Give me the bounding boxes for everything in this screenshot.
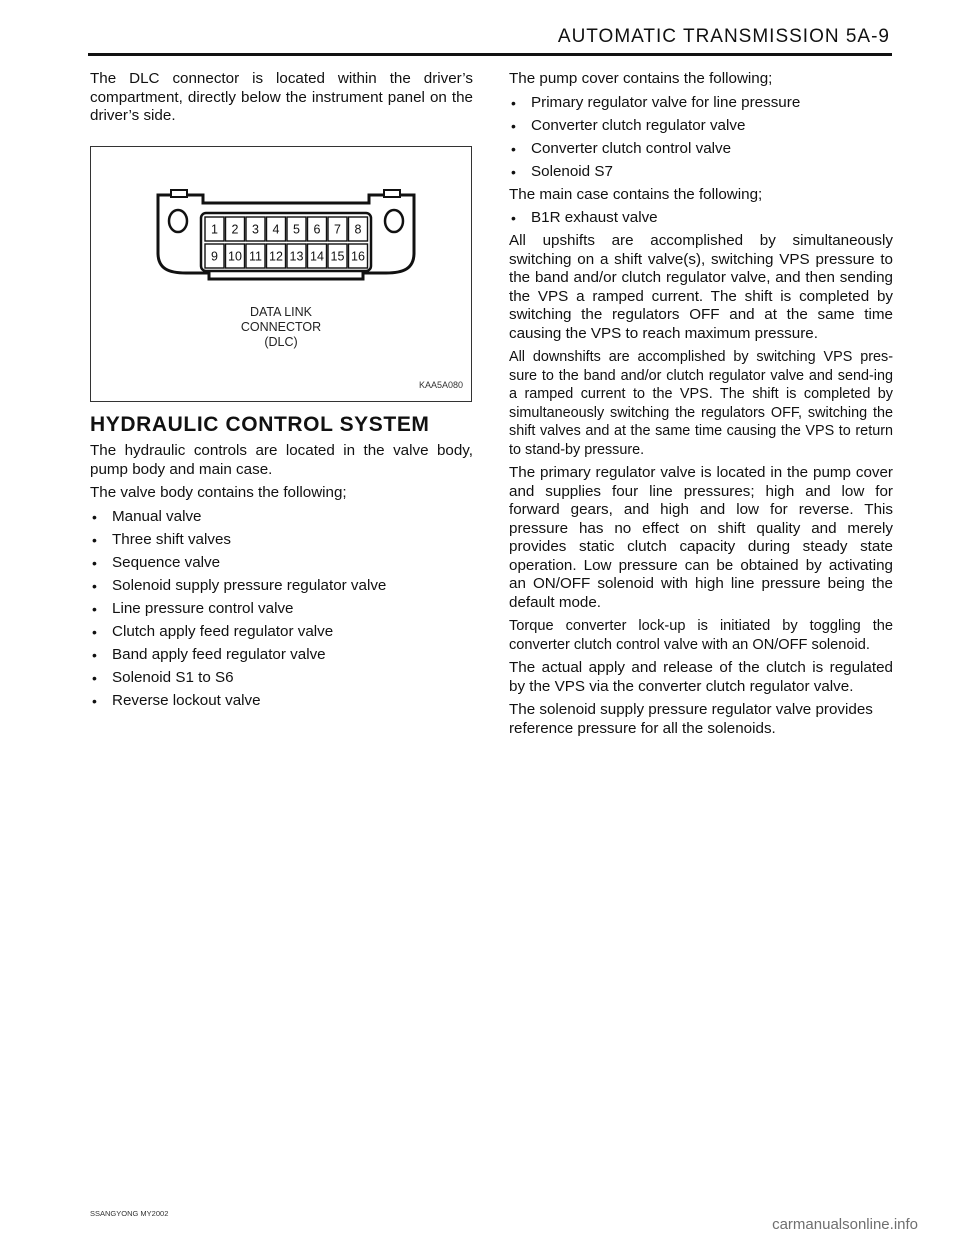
pin-label-1: 1	[211, 222, 218, 236]
left-column	[90, 70, 473, 715]
pin-label-15: 15	[330, 249, 345, 263]
pin-label-12: 12	[269, 249, 283, 263]
list-item: • Converter clutch control valve	[511, 139, 732, 157]
main-case-list	[509, 209, 893, 228]
caption-line-2: CONNECTOR	[240, 319, 322, 334]
right-column	[509, 70, 893, 743]
torque-converter-paragraph: Torque converter lock-up is initiated by toggling the converter clutch control valve with an ON/OFF solenoid.	[509, 618, 893, 653]
page-header-title: AUTOMATIC TRANSMISSION 5A-9	[557, 26, 890, 47]
list-item: • Solenoid S7	[511, 162, 613, 180]
pin-label-6: 6	[313, 222, 321, 236]
caption-line-1: DATA LINK	[249, 304, 313, 319]
pin-label-3: 3	[252, 222, 259, 236]
pump-cover-intro: The pump cover contains the following;	[509, 70, 773, 87]
list-item: • Manual valve	[92, 507, 202, 525]
hydraulic-intro-paragraph: The hydraulic controls are located in the valve body, pump body and main case.	[90, 442, 473, 478]
list-item: • B1R exhaust valve	[511, 209, 658, 227]
dlc-figure	[90, 146, 472, 402]
list-item: • Band apply feed regulator valve	[92, 646, 326, 664]
list-item: • Three shift valves	[92, 530, 232, 548]
pin-label-5: 5	[293, 222, 300, 236]
left-mount-hole	[169, 210, 187, 232]
intro-paragraph: The DLC connector is located within the driver’s compartment, directly below the instrument panel on the driver’s side.	[90, 70, 473, 124]
pin-label-7: 7	[334, 222, 341, 236]
section-heading: HYDRAULIC CONTROL SYSTEM	[90, 412, 430, 436]
list-item: • Reverse lockout valve	[92, 692, 261, 710]
list-item: • Sequence valve	[92, 553, 221, 571]
valve-body-list	[90, 508, 473, 711]
pin-label-16: 16	[351, 249, 365, 263]
downshifts-paragraph: All downshifts are accomplished by switching VPS pres-sure to the band and/or clutch regulator valve and send-ing a ramped current to the VPS. The shift is completed by simultaneously switching the regulators OFF, switching the shift valves and at the same time causing the VPS to return to stand-by pressure.	[509, 349, 893, 458]
list-item: • Line pressure control valve	[92, 599, 294, 617]
page-footer: SSANGYONG MY2002	[90, 1209, 169, 1218]
pin-label-2: 2	[231, 222, 239, 236]
list-item: • Solenoid supply pressure regulator valve	[92, 576, 387, 594]
pin-label-4: 4	[272, 222, 280, 236]
right-latch-tab	[384, 190, 400, 197]
list-item: • Converter clutch regulator valve	[511, 116, 746, 134]
figure-caption	[91, 305, 471, 350]
pin-label-9: 9	[211, 249, 218, 263]
list-item: • Primary regulator valve for line pressure	[511, 93, 801, 111]
primary-regulator-paragraph: The primary regulator valve is located in the pump cover and supplies four line pressures; high and low for forward gears, and high and low for reverse. This pressure has no effect on shift quality and merely provides static clutch capacity during steady state operation. Low pressure can be obtained by activating an ON/OFF solenoid with high line pressure being the default mode.	[509, 464, 893, 611]
pin-label-8: 8	[354, 222, 362, 236]
pin-label-10: 10	[228, 249, 242, 263]
upshifts-paragraph: All upshifts are accomplished by simultaneously switching on a shift valve(s), switching VPS pressure to the band and/or clutch regulator valve, and then sending the VPS a ramped current. The shift is completed by switching the regulators OFF and at the same time causing the VPS to reach maximum pressure.	[509, 232, 893, 342]
solenoid-supply-paragraph: The solenoid supply pressure regulator valve provides reference pressure for all the solenoids.	[509, 701, 873, 737]
header-rule	[88, 53, 892, 56]
dlc-connector-diagram	[91, 147, 471, 401]
pin-label-14: 14	[310, 249, 324, 263]
pin-label-13: 13	[289, 249, 304, 263]
list-item: • Solenoid S1 to S6	[92, 669, 234, 687]
main-case-intro: The main case contains the following;	[509, 185, 763, 203]
caption-line-3: (DLC)	[264, 334, 298, 349]
left-latch-tab	[171, 190, 187, 197]
list-item: • Clutch apply feed regulator valve	[92, 622, 334, 640]
right-mount-hole	[385, 210, 403, 232]
valve-body-intro: The valve body contains the following;	[90, 484, 347, 501]
clutch-apply-paragraph: The actual apply and release of the clutch is regulated by the VPS via the converter clutch regulator valve.	[509, 659, 893, 695]
pin-label-11: 11	[249, 249, 262, 263]
pump-cover-list	[509, 94, 893, 182]
watermark: carmanualsonline.info	[772, 1216, 918, 1233]
figure-code: KAA5A080	[418, 380, 463, 390]
